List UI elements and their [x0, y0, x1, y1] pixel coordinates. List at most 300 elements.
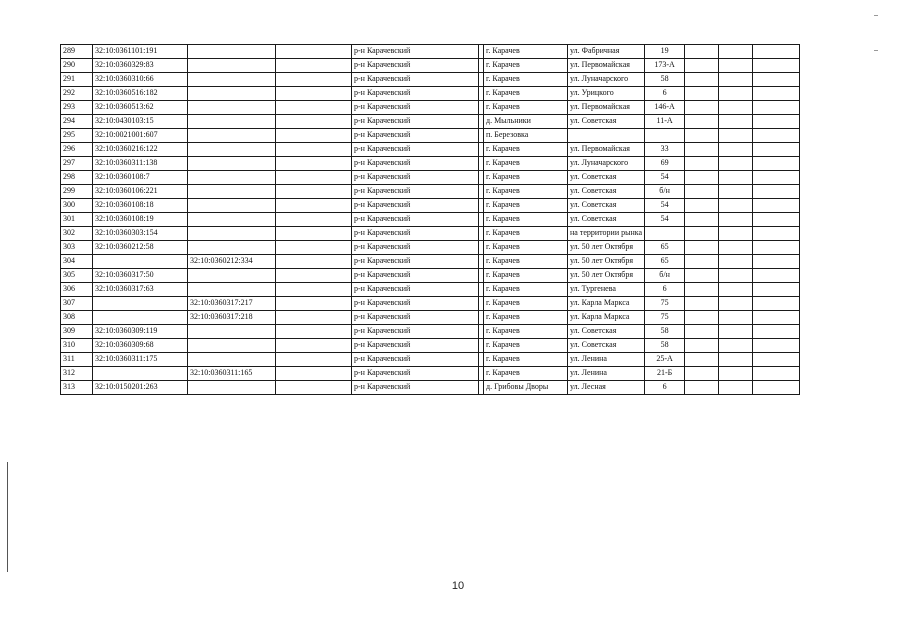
registry-body: [61, 45, 800, 395]
district-cell: р-н Карачевский: [352, 101, 479, 115]
cadastral-number-alt-cell: [188, 73, 276, 87]
house-number-cell: 6: [645, 283, 685, 297]
empty-cell: [276, 157, 352, 171]
empty-cell: [753, 227, 800, 241]
empty-cell: [276, 255, 352, 269]
house-number-cell: 11-А: [645, 115, 685, 129]
empty-cell: [276, 171, 352, 185]
empty-cell: [685, 115, 719, 129]
district-cell: р-н Карачевский: [352, 227, 479, 241]
district-cell: р-н Карачевский: [352, 381, 479, 395]
table-row: [61, 297, 800, 311]
cadastral-number-cell: 32:10:0360317:63: [93, 283, 188, 297]
settlement-cell: г. Карачев: [484, 45, 568, 59]
empty-cell: [719, 367, 753, 381]
street-cell: ул. Советская: [568, 325, 645, 339]
cadastral-number-alt-cell: [188, 171, 276, 185]
street-cell: ул. Карла Маркса: [568, 311, 645, 325]
table-row: [61, 101, 800, 115]
cadastral-number-cell: 32:10:0150201:263: [93, 381, 188, 395]
table-row: [61, 339, 800, 353]
row-number-cell: 301: [61, 213, 93, 227]
table-row: [61, 157, 800, 171]
empty-cell: [753, 241, 800, 255]
settlement-cell: г. Карачев: [484, 283, 568, 297]
empty-cell: [685, 381, 719, 395]
settlement-cell: г. Карачев: [484, 311, 568, 325]
house-number-cell: [645, 227, 685, 241]
settlement-cell: г. Карачев: [484, 171, 568, 185]
street-cell: ул. 50 лет Октября: [568, 255, 645, 269]
street-cell: ул. Лесная: [568, 381, 645, 395]
district-cell: р-н Карачевский: [352, 185, 479, 199]
empty-cell: [719, 45, 753, 59]
row-number-cell: 311: [61, 353, 93, 367]
cadastral-number-cell: [93, 255, 188, 269]
row-number-cell: 296: [61, 143, 93, 157]
house-number-cell: 33: [645, 143, 685, 157]
empty-cell: [685, 353, 719, 367]
empty-cell: [719, 199, 753, 213]
cadastral-number-alt-cell: 32:10:0360317:217: [188, 297, 276, 311]
cadastral-number-cell: [93, 367, 188, 381]
empty-cell: [719, 297, 753, 311]
street-cell: ул. Фабричная: [568, 45, 645, 59]
empty-cell: [685, 59, 719, 73]
row-number-cell: 308: [61, 311, 93, 325]
cadastral-number-alt-cell: [188, 325, 276, 339]
cadastral-number-alt-cell: [188, 353, 276, 367]
empty-cell: [685, 227, 719, 241]
settlement-cell: г. Карачев: [484, 73, 568, 87]
house-number-cell: 75: [645, 311, 685, 325]
cadastral-number-cell: 32:10:0360303:154: [93, 227, 188, 241]
house-number-cell: 25-А: [645, 353, 685, 367]
cadastral-number-alt-cell: [188, 381, 276, 395]
empty-cell: [719, 87, 753, 101]
empty-cell: [276, 381, 352, 395]
house-number-cell: 58: [645, 73, 685, 87]
empty-cell: [719, 339, 753, 353]
empty-cell: [276, 227, 352, 241]
property-registry-table: [60, 44, 800, 395]
table-row: [61, 45, 800, 59]
settlement-cell: г. Карачев: [484, 87, 568, 101]
table-row: [61, 325, 800, 339]
empty-cell: [276, 367, 352, 381]
row-number-cell: 305: [61, 269, 93, 283]
cadastral-number-alt-cell: [188, 213, 276, 227]
empty-cell: [753, 73, 800, 87]
settlement-cell: п. Березовка: [484, 129, 568, 143]
empty-cell: [276, 101, 352, 115]
table-row: [61, 241, 800, 255]
settlement-cell: г. Карачев: [484, 101, 568, 115]
cadastral-number-alt-cell: 32:10:0360212:334: [188, 255, 276, 269]
district-cell: р-н Карачевский: [352, 199, 479, 213]
row-number-cell: 306: [61, 283, 93, 297]
settlement-cell: г. Карачев: [484, 227, 568, 241]
street-cell: ул. Советская: [568, 213, 645, 227]
cadastral-number-cell: 32:10:0360310:66: [93, 73, 188, 87]
cadastral-number-cell: [93, 311, 188, 325]
empty-cell: [753, 325, 800, 339]
row-number-cell: 294: [61, 115, 93, 129]
cadastral-number-cell: 32:10:0430103:15: [93, 115, 188, 129]
row-number-cell: 289: [61, 45, 93, 59]
empty-cell: [276, 213, 352, 227]
house-number-cell: б/н: [645, 269, 685, 283]
empty-cell: [276, 199, 352, 213]
cadastral-number-alt-cell: [188, 143, 276, 157]
empty-cell: [753, 199, 800, 213]
street-cell: ул. 50 лет Октября: [568, 269, 645, 283]
house-number-cell: 173-А: [645, 59, 685, 73]
cadastral-number-cell: 32:10:0360311:138: [93, 157, 188, 171]
empty-cell: [685, 367, 719, 381]
empty-cell: [753, 171, 800, 185]
empty-cell: [276, 129, 352, 143]
cadastral-number-cell: 32:10:0360516:182: [93, 87, 188, 101]
table-row: [61, 311, 800, 325]
settlement-cell: г. Карачев: [484, 185, 568, 199]
cadastral-number-cell: 32:10:0360108:7: [93, 171, 188, 185]
house-number-cell: 65: [645, 255, 685, 269]
scan-edge-mark: [874, 50, 878, 51]
settlement-cell: г. Карачев: [484, 269, 568, 283]
empty-cell: [276, 297, 352, 311]
settlement-cell: г. Карачев: [484, 297, 568, 311]
district-cell: р-н Карачевский: [352, 297, 479, 311]
house-number-cell: б/н: [645, 185, 685, 199]
empty-cell: [685, 45, 719, 59]
empty-cell: [753, 367, 800, 381]
cadastral-number-alt-cell: 32:10:0360317:218: [188, 311, 276, 325]
district-cell: р-н Карачевский: [352, 87, 479, 101]
cadastral-number-cell: 32:10:0360108:18: [93, 199, 188, 213]
district-cell: р-н Карачевский: [352, 213, 479, 227]
cadastral-number-cell: 32:10:0360108:19: [93, 213, 188, 227]
settlement-cell: г. Карачев: [484, 367, 568, 381]
district-cell: р-н Карачевский: [352, 269, 479, 283]
district-cell: р-н Карачевский: [352, 311, 479, 325]
house-number-cell: 54: [645, 213, 685, 227]
district-cell: р-н Карачевский: [352, 241, 479, 255]
cadastral-number-cell: 32:10:0360317:50: [93, 269, 188, 283]
street-cell: ул. 50 лет Октября: [568, 241, 645, 255]
cadastral-number-cell: 32:10:0021001:607: [93, 129, 188, 143]
settlement-cell: г. Карачев: [484, 157, 568, 171]
table-row: [61, 87, 800, 101]
empty-cell: [719, 283, 753, 297]
empty-cell: [753, 311, 800, 325]
street-cell: ул. Урицкого: [568, 87, 645, 101]
empty-cell: [685, 171, 719, 185]
cadastral-number-alt-cell: [188, 199, 276, 213]
empty-cell: [753, 353, 800, 367]
cadastral-number-cell: 32:10:0360329:83: [93, 59, 188, 73]
empty-cell: [685, 283, 719, 297]
district-cell: р-н Карачевский: [352, 45, 479, 59]
empty-cell: [753, 115, 800, 129]
empty-cell: [276, 45, 352, 59]
empty-cell: [753, 87, 800, 101]
table-row: [61, 129, 800, 143]
table-row: [61, 255, 800, 269]
house-number-cell: 6: [645, 381, 685, 395]
settlement-cell: г. Карачев: [484, 199, 568, 213]
cadastral-number-alt-cell: [188, 339, 276, 353]
empty-cell: [719, 325, 753, 339]
empty-cell: [685, 143, 719, 157]
row-number-cell: 300: [61, 199, 93, 213]
empty-cell: [753, 129, 800, 143]
empty-cell: [276, 269, 352, 283]
table-row: [61, 199, 800, 213]
empty-cell: [276, 241, 352, 255]
district-cell: р-н Карачевский: [352, 367, 479, 381]
empty-cell: [685, 325, 719, 339]
empty-cell: [719, 129, 753, 143]
cadastral-number-alt-cell: [188, 101, 276, 115]
district-cell: р-н Карачевский: [352, 73, 479, 87]
house-number-cell: 21-Б: [645, 367, 685, 381]
empty-cell: [719, 255, 753, 269]
street-cell: ул. Советская: [568, 171, 645, 185]
settlement-cell: г. Карачев: [484, 255, 568, 269]
cadastral-number-cell: 32:10:0360309:119: [93, 325, 188, 339]
table-row: [61, 213, 800, 227]
cadastral-number-alt-cell: [188, 241, 276, 255]
table-row: [61, 185, 800, 199]
empty-cell: [719, 353, 753, 367]
row-number-cell: 298: [61, 171, 93, 185]
empty-cell: [719, 269, 753, 283]
empty-cell: [276, 143, 352, 157]
table-row: [61, 367, 800, 381]
empty-cell: [753, 283, 800, 297]
district-cell: р-н Карачевский: [352, 59, 479, 73]
street-cell: ул. Первомайская: [568, 101, 645, 115]
empty-cell: [719, 59, 753, 73]
table-row: [61, 73, 800, 87]
row-number-cell: 295: [61, 129, 93, 143]
settlement-cell: г. Карачев: [484, 241, 568, 255]
empty-cell: [753, 45, 800, 59]
cadastral-number-alt-cell: [188, 269, 276, 283]
empty-cell: [719, 381, 753, 395]
empty-cell: [719, 101, 753, 115]
empty-cell: [753, 381, 800, 395]
empty-cell: [685, 185, 719, 199]
empty-cell: [685, 339, 719, 353]
cadastral-number-cell: 32:10:0360106:221: [93, 185, 188, 199]
table-row: [61, 269, 800, 283]
house-number-cell: 6: [645, 87, 685, 101]
row-number-cell: 302: [61, 227, 93, 241]
street-cell: ул. Советская: [568, 199, 645, 213]
settlement-cell: г. Карачев: [484, 339, 568, 353]
street-cell: ул. Тургенева: [568, 283, 645, 297]
row-number-cell: 293: [61, 101, 93, 115]
street-cell: ул. Ленина: [568, 367, 645, 381]
empty-cell: [753, 297, 800, 311]
table-row: [61, 115, 800, 129]
cadastral-number-alt-cell: [188, 59, 276, 73]
cadastral-number-alt-cell: [188, 283, 276, 297]
empty-cell: [276, 185, 352, 199]
empty-cell: [685, 213, 719, 227]
empty-cell: [685, 157, 719, 171]
empty-cell: [719, 171, 753, 185]
settlement-cell: г. Карачев: [484, 353, 568, 367]
house-number-cell: 58: [645, 325, 685, 339]
empty-cell: [276, 115, 352, 129]
row-number-cell: 299: [61, 185, 93, 199]
empty-cell: [719, 227, 753, 241]
cadastral-number-cell: [93, 297, 188, 311]
empty-cell: [719, 213, 753, 227]
house-number-cell: 54: [645, 171, 685, 185]
empty-cell: [753, 269, 800, 283]
house-number-cell: 54: [645, 199, 685, 213]
street-cell: [568, 129, 645, 143]
district-cell: р-н Карачевский: [352, 255, 479, 269]
cadastral-number-cell: 32:10:0360311:175: [93, 353, 188, 367]
page-number: 10: [451, 580, 465, 592]
empty-cell: [753, 59, 800, 73]
cadastral-number-alt-cell: [188, 45, 276, 59]
house-number-cell: 146-А: [645, 101, 685, 115]
district-cell: р-н Карачевский: [352, 353, 479, 367]
empty-cell: [276, 311, 352, 325]
district-cell: р-н Карачевский: [352, 157, 479, 171]
district-cell: р-н Карачевский: [352, 129, 479, 143]
table-row: [61, 59, 800, 73]
street-cell: ул. Луначарского: [568, 73, 645, 87]
empty-cell: [719, 185, 753, 199]
empty-cell: [753, 255, 800, 269]
cadastral-number-cell: 32:10:0361101:191: [93, 45, 188, 59]
street-cell: ул. Советская: [568, 339, 645, 353]
empty-cell: [719, 143, 753, 157]
empty-cell: [685, 255, 719, 269]
empty-cell: [719, 157, 753, 171]
street-cell: ул. Советская: [568, 115, 645, 129]
district-cell: р-н Карачевский: [352, 115, 479, 129]
row-number-cell: 292: [61, 87, 93, 101]
empty-cell: [685, 241, 719, 255]
house-number-cell: 65: [645, 241, 685, 255]
cadastral-number-alt-cell: [188, 185, 276, 199]
row-number-cell: 313: [61, 381, 93, 395]
empty-cell: [685, 269, 719, 283]
row-number-cell: 297: [61, 157, 93, 171]
table-row: [61, 353, 800, 367]
settlement-cell: д. Мыльники: [484, 115, 568, 129]
cadastral-number-cell: 32:10:0360513:62: [93, 101, 188, 115]
settlement-cell: г. Карачев: [484, 325, 568, 339]
cadastral-number-cell: 32:10:0360216:122: [93, 143, 188, 157]
street-cell: на территории рынка: [568, 227, 645, 241]
row-number-cell: 312: [61, 367, 93, 381]
street-cell: ул. Советская: [568, 185, 645, 199]
empty-cell: [753, 339, 800, 353]
empty-cell: [276, 283, 352, 297]
district-cell: р-н Карачевский: [352, 283, 479, 297]
empty-cell: [276, 87, 352, 101]
table-row: [61, 381, 800, 395]
street-cell: ул. Луначарского: [568, 157, 645, 171]
row-number-cell: 307: [61, 297, 93, 311]
empty-cell: [276, 353, 352, 367]
empty-cell: [753, 213, 800, 227]
row-number-cell: 309: [61, 325, 93, 339]
street-cell: ул. Ленина: [568, 353, 645, 367]
row-number-cell: 304: [61, 255, 93, 269]
district-cell: р-н Карачевский: [352, 143, 479, 157]
scan-margin-line: [7, 462, 8, 572]
empty-cell: [276, 325, 352, 339]
table-row: [61, 283, 800, 297]
district-cell: р-н Карачевский: [352, 171, 479, 185]
empty-cell: [753, 157, 800, 171]
street-cell: ул. Карла Маркса: [568, 297, 645, 311]
empty-cell: [685, 199, 719, 213]
empty-cell: [719, 311, 753, 325]
house-number-cell: 69: [645, 157, 685, 171]
settlement-cell: г. Карачев: [484, 213, 568, 227]
cadastral-number-alt-cell: 32:10:0360311:165: [188, 367, 276, 381]
settlement-cell: г. Карачев: [484, 59, 568, 73]
row-number-cell: 310: [61, 339, 93, 353]
empty-cell: [685, 297, 719, 311]
table-row: [61, 227, 800, 241]
empty-cell: [753, 185, 800, 199]
scan-edge-mark: [874, 15, 878, 16]
empty-cell: [276, 73, 352, 87]
settlement-cell: г. Карачев: [484, 143, 568, 157]
cadastral-number-alt-cell: [188, 157, 276, 171]
empty-cell: [685, 73, 719, 87]
settlement-cell: д. Грибовы Дворы: [484, 381, 568, 395]
empty-cell: [685, 129, 719, 143]
street-cell: ул. Первомайская: [568, 143, 645, 157]
row-number-cell: 291: [61, 73, 93, 87]
row-number-cell: 290: [61, 59, 93, 73]
empty-cell: [685, 87, 719, 101]
cadastral-number-alt-cell: [188, 129, 276, 143]
empty-cell: [753, 101, 800, 115]
empty-cell: [685, 101, 719, 115]
house-number-cell: [645, 129, 685, 143]
empty-cell: [276, 339, 352, 353]
table-row: [61, 143, 800, 157]
cadastral-number-alt-cell: [188, 115, 276, 129]
cadastral-number-alt-cell: [188, 227, 276, 241]
house-number-cell: 19: [645, 45, 685, 59]
cadastral-number-cell: 32:10:0360309:68: [93, 339, 188, 353]
empty-cell: [719, 73, 753, 87]
house-number-cell: 58: [645, 339, 685, 353]
empty-cell: [685, 311, 719, 325]
row-number-cell: 303: [61, 241, 93, 255]
district-cell: р-н Карачевский: [352, 339, 479, 353]
table-row: [61, 171, 800, 185]
empty-cell: [276, 59, 352, 73]
cadastral-number-alt-cell: [188, 87, 276, 101]
street-cell: ул. Первомайская: [568, 59, 645, 73]
